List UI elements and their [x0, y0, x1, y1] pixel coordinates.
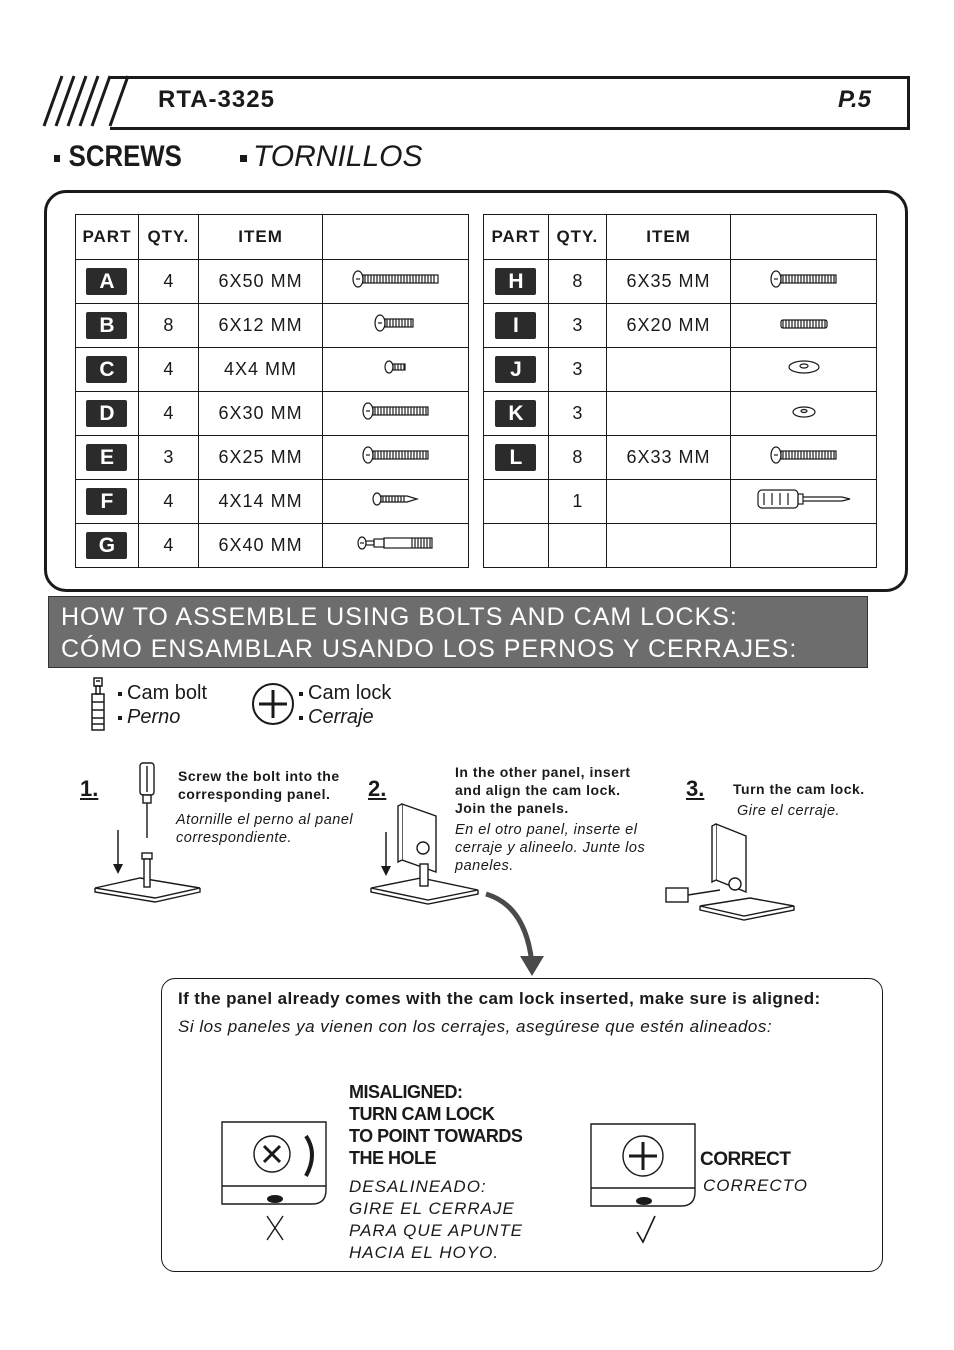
table-row [76, 304, 469, 348]
qty-cell: 8 [548, 436, 606, 480]
table-row [484, 304, 877, 348]
part-letter-badge: A [86, 268, 127, 295]
image-header [731, 215, 877, 260]
table-row [76, 524, 469, 568]
part-letter-badge: D [86, 400, 127, 427]
legend-bolt-en: Cam bolt [118, 682, 207, 705]
qty-cell: 4 [138, 392, 198, 436]
part-letter-badge: K [495, 400, 536, 427]
medium-screw-icon [769, 273, 839, 293]
part-header: PART [76, 215, 139, 260]
table-row [76, 480, 469, 524]
left-parts-table [75, 214, 469, 568]
step-3-text-en: Turn the cam lock. [733, 781, 865, 797]
item-cell: 6X35 MM [606, 260, 731, 304]
page-number: P.5 [838, 86, 871, 113]
part-cell [484, 392, 549, 436]
step-2-text-en: In the other panel, insert and align the cam lock. Join the panels. [455, 764, 631, 816]
item-cell: 6X25 MM [198, 436, 323, 480]
step-1-text-en: Screw the bolt into the corresponding panel. [178, 768, 340, 802]
qty-cell: 3 [548, 392, 606, 436]
threaded-rod-icon [779, 315, 829, 335]
legend-bolt-es: Perno [118, 706, 180, 729]
step-1-illustration [90, 758, 210, 923]
cam-lock-legend-icon [251, 682, 295, 726]
model-number: RTA-3325 [158, 86, 275, 113]
part-image-cell [731, 348, 877, 392]
part-letter-badge: H [495, 268, 536, 295]
part-image-cell [323, 436, 469, 480]
part-cell [76, 480, 139, 524]
legend-lock-en: Cam lock [299, 682, 391, 705]
correct-cam-lock-illustration [587, 1120, 699, 1252]
screws-title: SCREWS [54, 140, 182, 174]
item-cell: 6X40 MM [198, 524, 323, 568]
misaligned-text-en: MISALIGNED: TURN CAM LOCK TO POINT TOWARDS THE HOLE [349, 1082, 523, 1168]
qty-cell: 4 [138, 348, 198, 392]
short-screw-icon [373, 317, 418, 337]
misaligned-text-es: DESALINEADO: GIRE EL CERRAJE PARA QUE APUNTE HACIA EL HOYO. [349, 1177, 524, 1262]
misaligned-cam-lock-illustration [218, 1118, 330, 1250]
part-cell [76, 348, 139, 392]
table-row [484, 392, 877, 436]
table-row [76, 436, 469, 480]
correct-text-en: CORRECT [700, 1149, 791, 1170]
qty-cell: 1 [548, 480, 606, 524]
item-cell [606, 480, 731, 524]
cam-bolt-legend-icon [88, 676, 108, 734]
table-row [484, 524, 877, 568]
table-row [484, 436, 877, 480]
screwdriver-icon [756, 495, 852, 515]
qty-cell: 3 [548, 348, 606, 392]
qty-cell: 4 [138, 260, 198, 304]
large-washer-icon [787, 360, 821, 380]
item-header: ITEM [198, 215, 323, 260]
part-image-cell [731, 436, 877, 480]
medium-screw-icon [769, 449, 839, 469]
part-cell [484, 260, 549, 304]
step-2-number: 2. [368, 776, 387, 801]
part-cell [484, 524, 549, 568]
qty-header: QTY. [548, 215, 606, 260]
part-image-cell [731, 304, 877, 348]
qty-header: QTY. [138, 215, 198, 260]
part-letter-badge: C [86, 356, 127, 383]
wood-screw-icon [371, 491, 421, 511]
part-image-cell [323, 348, 469, 392]
item-cell: 6X30 MM [198, 392, 323, 436]
qty-cell: 8 [138, 304, 198, 348]
part-header: PART [484, 215, 549, 260]
part-image-cell [731, 480, 877, 524]
part-letter-badge: F [86, 488, 127, 515]
qty-cell: 8 [548, 260, 606, 304]
item-cell: 4X4 MM [198, 348, 323, 392]
item-cell [606, 392, 731, 436]
table-row [484, 260, 877, 304]
part-image-cell [323, 480, 469, 524]
part-letter-badge: J [495, 356, 536, 383]
item-cell [606, 348, 731, 392]
table-row [76, 348, 469, 392]
part-image-cell [731, 260, 877, 304]
image-header [323, 215, 469, 260]
part-image-cell [731, 524, 877, 568]
part-letter-badge: L [495, 444, 536, 471]
small-washer-icon [791, 403, 817, 423]
cam-bolt-icon [356, 535, 436, 555]
step-2-text-es: En el otro panel, inserte el cerraje y alineelo. Junte los paneles. [455, 822, 646, 874]
legend-lock-es: Cerraje [299, 706, 374, 729]
item-cell: 4X14 MM [198, 480, 323, 524]
note-text-en: If the panel already comes with the cam lock inserted, make sure is aligned: [178, 989, 821, 1008]
part-image-cell [323, 524, 469, 568]
medium-screw-icon [361, 405, 431, 425]
qty-cell: 3 [138, 436, 198, 480]
right-parts-table [483, 214, 877, 568]
assembly-title-es: CÓMO ENSAMBLAR USANDO LOS PERNOS Y CERRAJES: [61, 635, 798, 663]
part-cell [76, 392, 139, 436]
part-image-cell [731, 392, 877, 436]
part-image-cell [323, 260, 469, 304]
qty-cell: 4 [138, 524, 198, 568]
table-row [76, 392, 469, 436]
item-cell: 6X20 MM [606, 304, 731, 348]
step-2-illustration [366, 796, 556, 976]
item-cell: 6X33 MM [606, 436, 731, 480]
part-cell [76, 304, 139, 348]
step-3-text-es: Gire el cerraje. [737, 803, 841, 819]
correct-text-es: CORRECTO [703, 1176, 808, 1195]
part-cell [484, 436, 549, 480]
table-row [484, 480, 877, 524]
part-cell [76, 260, 139, 304]
part-letter-badge: G [86, 532, 127, 559]
item-cell: 6X50 MM [198, 260, 323, 304]
item-cell: 6X12 MM [198, 304, 323, 348]
tiny-screw-icon [383, 359, 409, 379]
note-text-es: Si los paneles ya vienen con los cerrajes, asegúrese que estén alineados: [178, 1017, 773, 1036]
part-image-cell [323, 304, 469, 348]
table-row [484, 348, 877, 392]
assembly-title [48, 596, 868, 668]
qty-cell: 4 [138, 480, 198, 524]
qty-cell [548, 524, 606, 568]
part-cell [76, 524, 139, 568]
qty-cell: 3 [548, 304, 606, 348]
tornillos-title: TORNILLOS [240, 140, 423, 174]
part-cell [484, 348, 549, 392]
table-row [76, 260, 469, 304]
part-cell [484, 304, 549, 348]
item-cell [606, 524, 731, 568]
step-3-number: 3. [686, 776, 705, 801]
part-letter-badge: E [86, 444, 127, 471]
long-screw-icon [351, 273, 441, 293]
part-letter-badge: B [86, 312, 127, 339]
step-1-number: 1. [80, 776, 99, 801]
part-cell [76, 436, 139, 480]
step-1-text-es: Atornille el perno al panel correspondiente. [176, 812, 354, 846]
part-letter-badge: I [495, 312, 536, 339]
step-3-illustration [660, 820, 800, 925]
item-header: ITEM [606, 215, 731, 260]
part-image-cell [323, 392, 469, 436]
medium-screw-icon [361, 449, 431, 469]
assembly-title-en: HOW TO ASSEMBLE USING BOLTS AND CAM LOCKS: [61, 603, 738, 631]
part-cell [484, 480, 549, 524]
